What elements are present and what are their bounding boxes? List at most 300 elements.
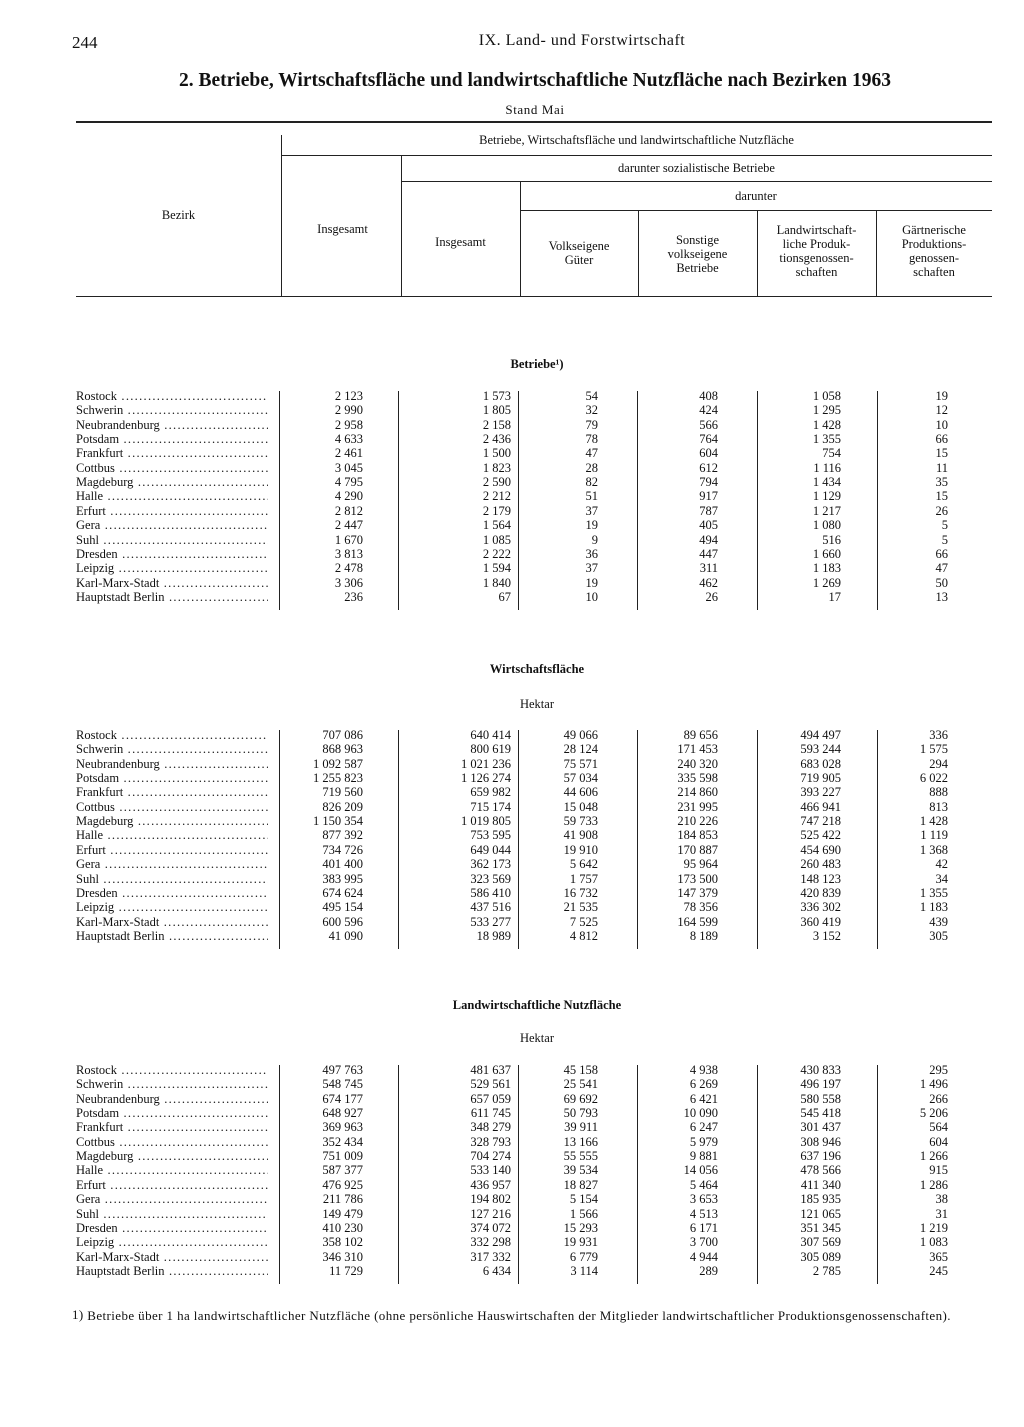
table-cell: 1 021 236 [461, 756, 511, 771]
header-divider-1 [281, 135, 282, 296]
table-cell: 411 340 [800, 1177, 841, 1192]
header-sozialistische: darunter sozialistische Betriebe [618, 161, 775, 175]
table-cell: 12 [935, 403, 948, 418]
table-cell: 3 700 [689, 1235, 718, 1250]
table-cell: 351 345 [800, 1220, 841, 1235]
table-cell: 548 745 [322, 1077, 363, 1092]
table-cell: 19 [935, 389, 948, 403]
header-sonstige-line-2: volkseigene [667, 247, 728, 261]
table-cell: 754 [822, 446, 841, 461]
table-cell: 877 392 [322, 828, 363, 843]
table-cell: 4 633 [334, 432, 363, 447]
table-cell: 466 941 [800, 799, 841, 814]
table-cell: 10 [935, 417, 948, 432]
table-cell: 401 400 [322, 857, 363, 872]
table-cell: 5 642 [569, 857, 598, 872]
table-cell: 915 [929, 1163, 948, 1178]
table-cell: 37 [585, 503, 598, 518]
table-cell: 15 [935, 489, 948, 504]
bezirk-name: Leipzig ..... [76, 900, 268, 914]
section-title: Wirtschaftsfläche [489, 662, 585, 676]
table-cell: 374 072 [470, 1220, 511, 1235]
bezirk-name: Gera ..... [76, 1192, 268, 1206]
table-title: 2. Betriebe, Wirtschaftsfläche und landwirtschaftliche Nutzfläche nach Bezirken 1963 [178, 70, 892, 91]
table-cell: 39 534 [563, 1163, 598, 1178]
bezirk-name: Hauptstadt Berlin ..... [76, 590, 268, 604]
table-cell: 6 171 [689, 1220, 718, 1235]
header-lpg [757, 223, 876, 279]
bezirk-name: Dresden ..... [76, 886, 268, 900]
table-cell: 1 660 [812, 546, 841, 561]
table-cell: 44 606 [563, 785, 598, 800]
bezirk-name: Halle ..... [76, 828, 268, 842]
table-row [0, 843, 1024, 857]
header-gpg-line-3: genossen- [909, 251, 959, 265]
table-cell: 335 598 [677, 771, 718, 786]
table-cell: 600 596 [322, 914, 363, 929]
table-cell: 17 [828, 589, 841, 604]
header-volkseigene-line-1: Volkseigene [548, 239, 610, 253]
header-insgesamt-2: Insgesamt [435, 235, 486, 249]
chapter-heading: IX. Land- und Forstwirtschaft [478, 32, 686, 49]
table-cell: 430 833 [800, 1063, 841, 1077]
table-cell: 305 089 [800, 1249, 841, 1264]
table-cell: 2 222 [482, 546, 511, 561]
table-cell: 365 [929, 1249, 948, 1264]
bezirk-name: Frankfurt ..... [76, 1120, 268, 1134]
table-row [0, 771, 1024, 785]
table-cell: 5 464 [689, 1177, 718, 1192]
table-cell: 6 022 [919, 771, 948, 786]
table-cell: 659 982 [470, 785, 511, 800]
bezirk-name: Rostock ..... [76, 389, 268, 403]
table-row [0, 857, 1024, 871]
table-cell: 14 056 [683, 1163, 718, 1178]
table-cell: 1 286 [919, 1177, 948, 1192]
table-cell: 495 154 [322, 900, 363, 915]
table-cell: 637 196 [800, 1149, 841, 1164]
table-cell: 566 [699, 417, 718, 432]
table-cell: 2 812 [334, 503, 363, 518]
table-cell: 210 226 [677, 814, 718, 829]
table-cell: 348 279 [470, 1120, 511, 1135]
table-cell: 393 227 [800, 785, 841, 800]
table-cell: 704 274 [470, 1149, 511, 1164]
table-cell: 1 500 [482, 446, 511, 461]
table-cell: 19 [585, 575, 598, 590]
table-cell: 66 [935, 546, 948, 561]
bezirk-name: Cottbus ..... [76, 1135, 268, 1149]
table-cell: 266 [929, 1091, 948, 1106]
table-cell: 2 436 [482, 432, 511, 447]
table-cell: 9 881 [689, 1149, 718, 1164]
table-cell: 42 [935, 857, 948, 872]
table-cell: 5 154 [569, 1192, 598, 1207]
table-row [0, 814, 1024, 828]
table-cell: 13 166 [563, 1134, 598, 1149]
table-cell: 1 564 [482, 518, 511, 533]
header-sonstige [638, 233, 757, 275]
header-gpg-line-2: Produktions- [901, 237, 967, 251]
table-cell: 533 277 [470, 914, 511, 929]
table-cell: 715 174 [470, 799, 511, 814]
table-cell: 352 434 [322, 1134, 363, 1149]
header-darunter: darunter [735, 189, 777, 203]
table-cell: 328 793 [470, 1134, 511, 1149]
header-lpg-line-1: Landwirtschaft- [776, 223, 857, 237]
table-cell: 405 [699, 518, 718, 533]
bezirk-name: Karl-Marx-Stadt ..... [76, 1250, 268, 1264]
table-row [0, 1207, 1024, 1221]
table-cell: 481 637 [470, 1063, 511, 1077]
table-row [0, 475, 1024, 489]
table-row [0, 489, 1024, 503]
table-cell: 1 269 [812, 575, 841, 590]
bezirk-name: Hauptstadt Berlin ..... [76, 1264, 268, 1278]
table-cell: 707 086 [322, 728, 363, 742]
table-cell: 148 123 [800, 871, 841, 886]
table-cell: 1 496 [919, 1077, 948, 1092]
table-cell: 2 158 [482, 417, 511, 432]
table-cell: 1 594 [482, 561, 511, 576]
table-cell: 593 244 [800, 742, 841, 757]
table-cell: 3 653 [689, 1192, 718, 1207]
table-cell: 9 [591, 532, 598, 547]
table-cell: 301 437 [800, 1120, 841, 1135]
footnote [72, 1306, 1002, 1326]
table-cell: 1 805 [482, 403, 511, 418]
table-cell: 1 840 [482, 575, 511, 590]
table-row [0, 1221, 1024, 1235]
table-cell: 2 958 [334, 417, 363, 432]
table-row [0, 461, 1024, 475]
table-cell: 674 624 [322, 885, 363, 900]
table-cell: 18 827 [563, 1177, 598, 1192]
table-cell: 336 302 [800, 900, 841, 915]
table-cell: 2 785 [812, 1263, 841, 1278]
page-number: 244 [72, 33, 98, 52]
bezirk-name: Frankfurt ..... [76, 446, 268, 460]
table-cell: 826 209 [322, 799, 363, 814]
table-cell: 1 566 [569, 1206, 598, 1221]
header-divider-2 [401, 155, 402, 296]
table-cell: 164 599 [677, 914, 718, 929]
table-cell: 369 963 [322, 1120, 363, 1135]
table-cell: 1 150 354 [313, 814, 363, 829]
table-row [0, 1149, 1024, 1163]
table-cell: 1 266 [919, 1149, 948, 1164]
table-cell: 69 692 [563, 1091, 598, 1106]
table-cell: 18 989 [476, 928, 511, 943]
table-cell: 1 428 [812, 417, 841, 432]
table-cell: 5 979 [689, 1134, 718, 1149]
bezirk-name: Schwerin ..... [76, 1077, 268, 1091]
table-cell: 640 414 [470, 728, 511, 742]
table-cell: 2 123 [334, 389, 363, 403]
table-cell: 454 690 [800, 842, 841, 857]
section-title: Betriebe¹) [510, 357, 564, 371]
table-cell: 26 [935, 503, 948, 518]
table-cell: 516 [822, 532, 841, 547]
table-cell: 1 355 [919, 885, 948, 900]
table-cell: 6 247 [689, 1120, 718, 1135]
table-cell: 1 116 [813, 460, 841, 475]
table-row [0, 1235, 1024, 1249]
table-row [0, 1063, 1024, 1077]
table-cell: 19 [585, 518, 598, 533]
header-gpg-line-1: Gärtnerische [902, 223, 966, 237]
section-unit: Hektar [519, 1031, 554, 1045]
table-cell: 5 206 [919, 1106, 948, 1121]
table-row [0, 728, 1024, 742]
table-cell: 1 019 805 [461, 814, 511, 829]
table-row [0, 929, 1024, 943]
table-cell: 4 290 [334, 489, 363, 504]
table-cell: 15 293 [563, 1220, 598, 1235]
table-cell: 78 356 [683, 900, 718, 915]
table-cell: 1 295 [812, 403, 841, 418]
table-cell: 4 795 [334, 475, 363, 490]
table-cell: 75 571 [563, 756, 598, 771]
table-cell: 28 [585, 460, 598, 475]
table-cell: 323 569 [470, 871, 511, 886]
table-cell: 15 048 [563, 799, 598, 814]
table-cell: 173 500 [677, 871, 718, 886]
table-row [0, 915, 1024, 929]
table-cell: 10 090 [683, 1106, 718, 1121]
table-cell: 436 957 [470, 1177, 511, 1192]
table-cell: 3 152 [812, 928, 841, 943]
table-cell: 95 964 [683, 857, 718, 872]
table-cell: 59 733 [563, 814, 598, 829]
table-cell: 67 [498, 589, 511, 604]
table-cell: 494 [699, 532, 718, 547]
table-cell: 478 566 [800, 1163, 841, 1178]
table-cell: 236 [344, 589, 363, 604]
table-cell: 3 045 [334, 460, 363, 475]
table-cell: 3 114 [570, 1263, 598, 1278]
table-cell: 10 [585, 589, 598, 604]
table-cell: 5 [941, 518, 948, 533]
table-cell: 336 [929, 728, 948, 742]
bezirk-name: Erfurt ..... [76, 1178, 268, 1192]
table-row [0, 785, 1024, 799]
table-cell: 813 [929, 799, 948, 814]
table-cell: 751 009 [322, 1149, 363, 1164]
bezirk-name: Potsdam ..... [76, 432, 268, 446]
table-cell: 307 569 [800, 1235, 841, 1250]
table-row [0, 1077, 1024, 1091]
table-cell: 6 779 [569, 1249, 598, 1264]
table-cell: 1 573 [482, 389, 511, 403]
table-cell: 586 410 [470, 885, 511, 900]
table-cell: 1 058 [812, 389, 841, 403]
table-cell: 38 [935, 1192, 948, 1207]
table-row [0, 389, 1024, 403]
table-row [0, 446, 1024, 460]
table-cell: 260 483 [800, 857, 841, 872]
table-cell: 7 525 [569, 914, 598, 929]
table-cell: 47 [585, 446, 598, 461]
table-cell: 185 935 [800, 1192, 841, 1207]
table-cell: 11 [935, 460, 948, 475]
table-cell: 6 434 [482, 1263, 511, 1278]
header-volkseigene-gueter [520, 239, 638, 267]
table-cell: 1 219 [919, 1220, 948, 1235]
section-unit: Hektar [519, 697, 554, 711]
table-cell: 648 927 [322, 1106, 363, 1121]
table-cell: 420 839 [800, 885, 841, 900]
table-cell: 346 310 [322, 1249, 363, 1264]
table-cell: 47 [935, 561, 948, 576]
table-cell: 496 197 [800, 1077, 841, 1092]
table-cell: 753 595 [470, 828, 511, 843]
table-cell: 4 513 [689, 1206, 718, 1221]
bezirk-name: Magdeburg ..... [76, 1149, 268, 1163]
table-cell: 51 [585, 489, 598, 504]
table-cell: 308 946 [800, 1134, 841, 1149]
table-cell: 35 [935, 475, 948, 490]
table-cell: 1 183 [919, 900, 948, 915]
table-cell: 1 823 [482, 460, 511, 475]
table-cell: 1 670 [334, 532, 363, 547]
bezirk-name: Dresden ..... [76, 547, 268, 561]
table-row [0, 900, 1024, 914]
table-cell: 13 [935, 589, 948, 604]
bezirk-name: Magdeburg ..... [76, 475, 268, 489]
table-cell: 2 990 [334, 403, 363, 418]
header-sonstige-line-3: Betriebe [676, 261, 719, 275]
table-cell: 37 [585, 561, 598, 576]
table-cell: 1 255 823 [313, 771, 363, 786]
table-cell: 604 [929, 1134, 948, 1149]
bezirk-name: Potsdam ..... [76, 771, 268, 785]
table-cell: 39 911 [564, 1120, 598, 1135]
table-cell: 170 887 [677, 842, 718, 857]
table-cell: 289 [699, 1263, 718, 1278]
table-cell: 49 066 [563, 728, 598, 742]
table-cell: 66 [935, 432, 948, 447]
table-cell: 525 422 [800, 828, 841, 843]
table-cell: 494 497 [800, 728, 841, 742]
table-row [0, 1192, 1024, 1206]
bezirk-name: Leipzig ..... [76, 1235, 268, 1249]
table-cell: 2 478 [334, 561, 363, 576]
bezirk-name: Magdeburg ..... [76, 814, 268, 828]
footnote-mark: 1) [72, 1307, 84, 1322]
table-cell: 587 377 [322, 1163, 363, 1178]
table-cell: 19 910 [563, 842, 598, 857]
table-cell: 16 732 [563, 885, 598, 900]
table-cell: 408 [699, 389, 718, 403]
table-cell: 317 332 [470, 1249, 511, 1264]
table-cell: 34 [935, 871, 948, 886]
table-cell: 78 [585, 432, 598, 447]
table-row [0, 742, 1024, 756]
table-cell: 4 938 [689, 1063, 718, 1077]
table-cell: 360 419 [800, 914, 841, 929]
table-cell: 437 516 [470, 900, 511, 915]
table-row [0, 533, 1024, 547]
table-cell: 657 059 [470, 1091, 511, 1106]
table-cell: 6 421 [689, 1091, 718, 1106]
table-cell: 127 216 [470, 1206, 511, 1221]
table-cell: 868 963 [322, 742, 363, 757]
table-cell: 764 [699, 432, 718, 447]
table-subtitle: Stand Mai [505, 102, 565, 117]
table-cell: 36 [585, 546, 598, 561]
table-cell: 194 802 [470, 1192, 511, 1207]
bezirk-name: Halle ..... [76, 1163, 268, 1177]
bezirk-name: Schwerin ..... [76, 403, 268, 417]
table-cell: 362 173 [470, 857, 511, 872]
bezirk-name: Potsdam ..... [76, 1106, 268, 1120]
bezirk-name: Leipzig ..... [76, 561, 268, 575]
table-cell: 747 218 [800, 814, 841, 829]
header-top-rule [76, 121, 992, 123]
header-bottom-rule [76, 296, 992, 297]
table-cell: 1 119 [920, 828, 948, 843]
table-cell: 332 298 [470, 1235, 511, 1250]
table-cell: 214 860 [677, 785, 718, 800]
table-cell: 533 140 [470, 1163, 511, 1178]
table-cell: 611 745 [470, 1106, 511, 1121]
table-cell: 1 355 [812, 432, 841, 447]
footnote-text: Betriebe über 1 ha landwirtschaftlicher Nutzfläche (ohne persönliche Hauswirtschaften der Mitglieder landwirtschaftlicher Produktionsgenossenschaften). [87, 1308, 951, 1323]
table-cell: 476 925 [322, 1177, 363, 1192]
header-gpg-line-4: schaften [913, 265, 955, 279]
table-row [0, 1250, 1024, 1264]
bezirk-name: Karl-Marx-Stadt ..... [76, 576, 268, 590]
table-cell: 1 434 [812, 475, 841, 490]
table-cell: 3 813 [334, 546, 363, 561]
table-cell: 2 590 [482, 475, 511, 490]
table-cell: 147 379 [677, 885, 718, 900]
table-cell: 149 479 [322, 1206, 363, 1221]
bezirk-name: Rostock ..... [76, 1063, 268, 1077]
table-cell: 2 447 [334, 518, 363, 533]
table-row [0, 1106, 1024, 1120]
bezirk-name: Neubrandenburg ..... [76, 418, 268, 432]
table-cell: 54 [585, 389, 598, 403]
table-cell: 89 656 [683, 728, 718, 742]
table-cell: 15 [935, 446, 948, 461]
table-cell: 26 [705, 589, 718, 604]
table-cell: 4 812 [569, 928, 598, 943]
table-row [0, 1135, 1024, 1149]
table-row [0, 418, 1024, 432]
table-cell: 50 793 [563, 1106, 598, 1121]
table-cell: 211 786 [322, 1192, 363, 1207]
table-cell: 2 179 [482, 503, 511, 518]
table-cell: 305 [929, 928, 948, 943]
table-cell: 794 [699, 475, 718, 490]
table-row [0, 561, 1024, 575]
header-sonstige-line-1: Sonstige [675, 233, 720, 247]
section-title: Landwirtschaftliche Nutzfläche [452, 998, 622, 1012]
table-cell: 529 561 [470, 1077, 511, 1092]
table-row [0, 518, 1024, 532]
bezirk-name: Suhl ..... [76, 872, 268, 886]
table-row [0, 576, 1024, 590]
table-row [0, 886, 1024, 900]
bezirk-name: Gera ..... [76, 857, 268, 871]
table-cell: 604 [699, 446, 718, 461]
table-row [0, 403, 1024, 417]
table-cell: 1 368 [919, 842, 948, 857]
table-cell: 787 [699, 503, 718, 518]
table-cell: 294 [929, 756, 948, 771]
